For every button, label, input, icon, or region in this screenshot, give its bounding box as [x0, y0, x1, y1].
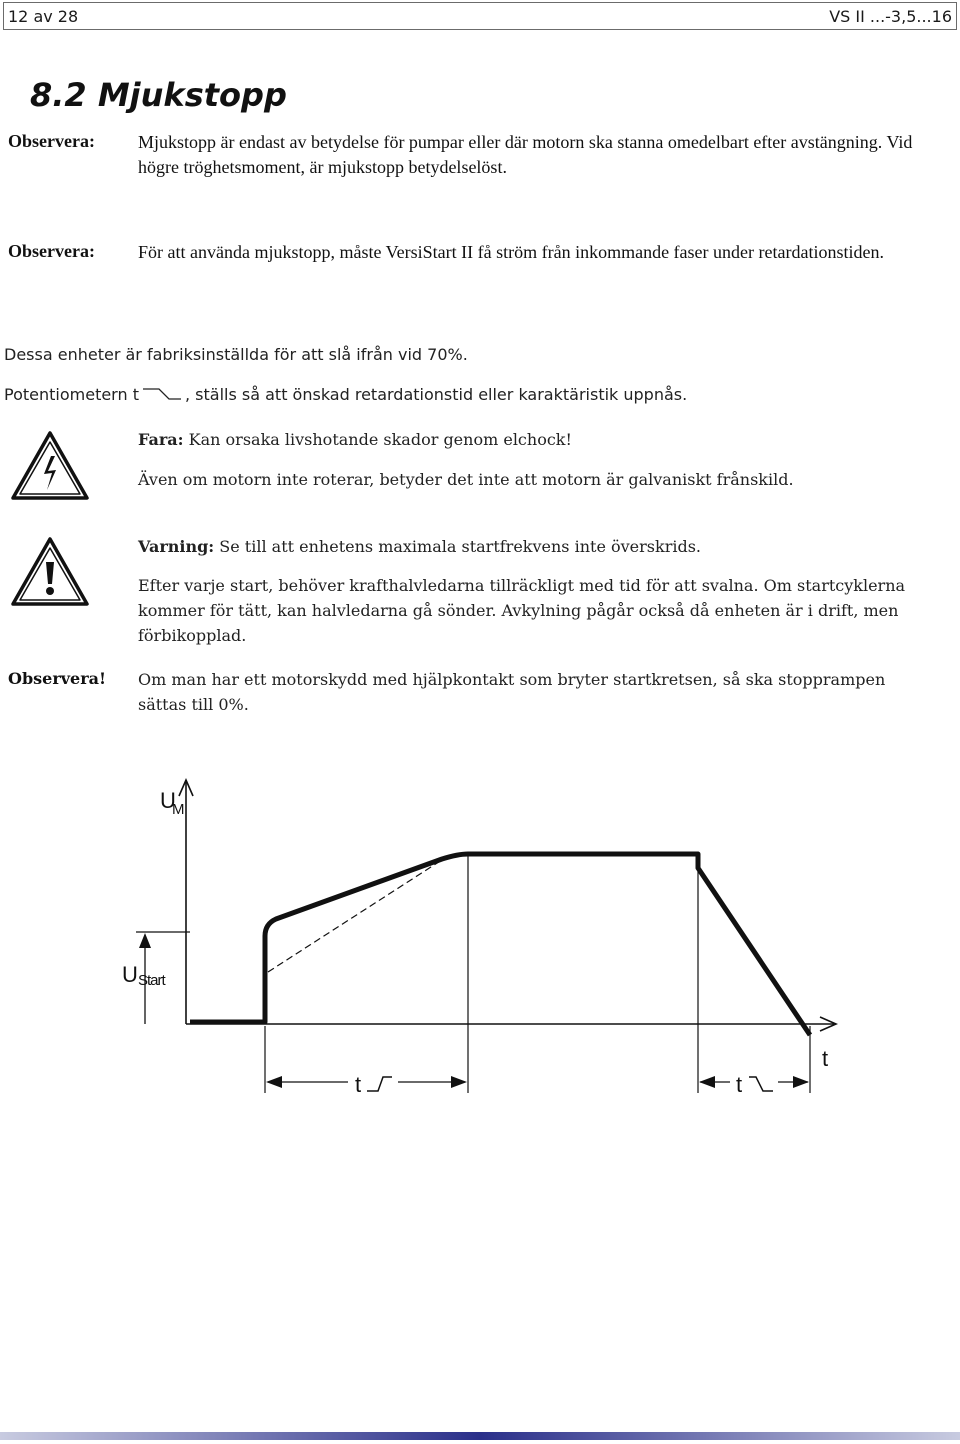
danger-text: Kan orsaka livshotande skador genom elchock!	[188, 430, 572, 449]
voltage-curve	[190, 854, 810, 1035]
ramp-up-label: t	[355, 1072, 362, 1097]
potentiometer-paragraph	[4, 385, 687, 406]
note-text-2: För att använda mjukstopp, måste VersiStart II få ström från inkommande faser under retardationstiden.	[138, 242, 884, 262]
note-label-1: Observera:	[8, 131, 95, 151]
danger-label: Fara:	[138, 430, 184, 449]
ramp-up-arrow-right	[451, 1076, 467, 1088]
x-axis-label: t	[822, 1046, 829, 1071]
ramp-down-arrow-right	[793, 1076, 809, 1088]
potentiometer-text-after: , ställs så att önskad retardationstid eller karaktäristik uppnås.	[184, 385, 688, 404]
note-label-3: Observera!	[8, 669, 107, 688]
page-number: 12 av 28	[8, 7, 79, 26]
y-axis-label: U	[160, 788, 176, 813]
exclamation-warning-icon	[10, 536, 90, 612]
start-dimension-arrow	[139, 933, 151, 948]
danger-block	[138, 427, 938, 492]
soft-stop-diagram	[0, 760, 960, 1120]
ramp-down-arrow-left	[699, 1076, 715, 1088]
danger-text-2: Även om motorn inte roterar, betyder det inte att motorn är galvaniskt frånskild.	[138, 470, 794, 489]
document-id: VS II ...-3,5...16	[829, 7, 952, 26]
start-voltage-label-sub: Start	[138, 972, 165, 989]
warning-block	[138, 534, 938, 648]
ramp-down-label: t	[736, 1072, 743, 1097]
note-text-3: Om man har ett motorskydd med hjälpkontakt som bryter startkretsen, så ska stopprampen sättas till 0%.	[138, 670, 886, 714]
warning-label: Varning:	[138, 537, 215, 556]
ramp-up-arrow-left	[266, 1076, 282, 1088]
section-title: 8.2 Mjukstopp	[30, 76, 287, 114]
start-voltage-label: U	[122, 962, 138, 987]
warning-text-2: Efter varje start, behöver krafthalvledarna tillräckligt med tid för att svalna. Om startcyklerna kommer för tätt, kan halvledarna gå sönder. Avkylning pågår också då enheten är i drift, men förbikopplad.	[138, 576, 906, 645]
note-label-2: Observera:	[8, 241, 95, 261]
y-axis-label-sub: M	[172, 801, 185, 818]
note-text-1: Mjukstopp är endast av betydelse för pumpar eller där motorn ska stanna omedelbart efter avstängning. Vid högre tröghetsmoment, är mjukstopp betydelselöst.	[138, 132, 913, 177]
warning-text: Se till att enhetens maximala startfrekvens inte överskrids.	[219, 537, 702, 556]
page-header	[3, 2, 957, 30]
potentiometer-text-before: Potentiometern t	[4, 385, 139, 404]
ramp-down-icon	[141, 386, 183, 406]
high-voltage-warning-icon	[10, 430, 90, 506]
factory-setting-paragraph: Dessa enheter är fabriksinställda för att slå ifrån vid 70%.	[4, 345, 468, 364]
footer-bar	[0, 1432, 960, 1440]
